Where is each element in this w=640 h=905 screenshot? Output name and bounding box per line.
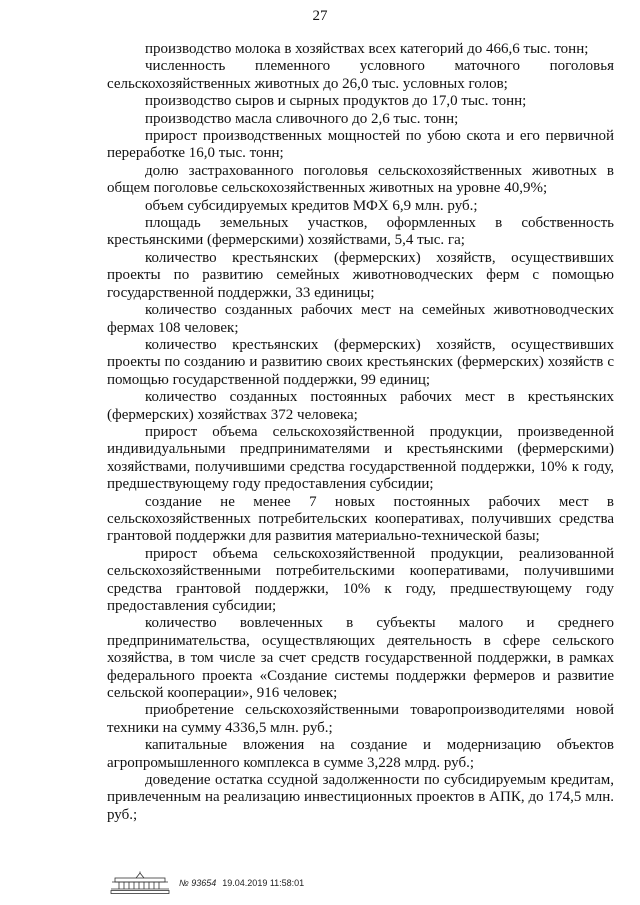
paragraph: капитальные вложения на создание и модернизацию объектов агропромышленного комплекса в сумме 3,228 млрд. руб.; <box>107 737 614 771</box>
paragraph: численность племенного условного маточного поголовья сельскохозяйственных животных до 26,0 тыс. условных голов; <box>107 58 614 92</box>
registration-timestamp: 19.04.2019 11:58:01 <box>222 878 305 888</box>
paragraph: прирост производственных мощностей по убою скота и его первичной переработке 16,0 тыс. тонн; <box>107 128 614 162</box>
document-body <box>107 41 614 824</box>
paragraph: количество созданных постоянных рабочих мест в крестьянских (фермерских) хозяйствах 372 человека; <box>107 389 614 423</box>
registration-number: № 93654 <box>179 878 217 888</box>
paragraph: производство молока в хозяйствах всех категорий до 466,6 тыс. тонн; <box>145 41 589 57</box>
paragraph: производство масла сливочного до 2,6 тыс. тонн; <box>145 110 459 127</box>
paragraph: приобретение сельскохозяйственными товаропроизводителями новой техники на сумму 4336,5 млн. руб.; <box>107 702 614 736</box>
paragraph: прирост объема сельскохозяйственной продукции, произведенной индивидуальными предпринимателями и крестьянскими (фермерскими) хозяйствами, получившими средства государственной поддержки, 10% к году, предшествующему году предоставления субсидии; <box>107 423 614 493</box>
paragraph: прирост объема сельскохозяйственной продукции, реализованной сельскохозяйственными потребительскими кооперативами, получившими средства грантовой поддержки, 10% к году, предшествующему году предоставления субсидии; <box>107 545 614 614</box>
page-number: 27 <box>312 8 328 24</box>
paragraph: производство сыров и сырных продуктов до 17,0 тыс. тонн; <box>145 93 527 110</box>
paragraph: долю застрахованного поголовья сельскохозяйственных животных в общем поголовье сельскохозяйственных животных на уровне 40,9%; <box>107 162 614 197</box>
paragraph: количество созданных рабочих мест на семейных животноводческих фермах 108 человек; <box>107 302 614 336</box>
registration-stamp <box>109 870 304 896</box>
paragraph: площадь земельных участков, оформленных в собственность крестьянскими (фермерскими) хозяйствами, 5,4 тыс. га; <box>107 215 614 249</box>
government-building-icon <box>109 871 171 895</box>
paragraph: количество крестьянских (фермерских) хозяйств, осуществивших проекты по созданию и развитию своих крестьянских (фермерских) хозяйств с помощью государственной поддержки, 99 единиц; <box>107 336 614 388</box>
paragraph: объем субсидируемых кредитов МФХ 6,9 млн. руб.; <box>145 197 478 214</box>
paragraph: количество крестьянских (фермерских) хозяйств, осуществивших проекты по развитию семейных животноводческих ферм с помощью государственной поддержки, 33 единицы; <box>107 249 614 301</box>
paragraph: создание не менее 7 новых постоянных рабочих мест в сельскохозяйственных потребительских кооперативах, получивших средства грантовой поддержки для развития материально-технической базы; <box>107 493 614 545</box>
paragraph: количество вовлеченных в субъекты малого и среднего предпринимательства, осуществляющих деятельность в сфере сельского хозяйства, в том числе за счет средств государственной поддержки, в рамках федерального проекта «Создание системы поддержки фермеров и развитие сельской кооперации», 916 человек; <box>107 615 614 702</box>
paragraph: доведение остатка ссудной задолженности по субсидируемым кредитам, привлеченным на реализацию инвестиционных проектов в АПК, до 174,5 млн. руб.; <box>107 772 614 823</box>
